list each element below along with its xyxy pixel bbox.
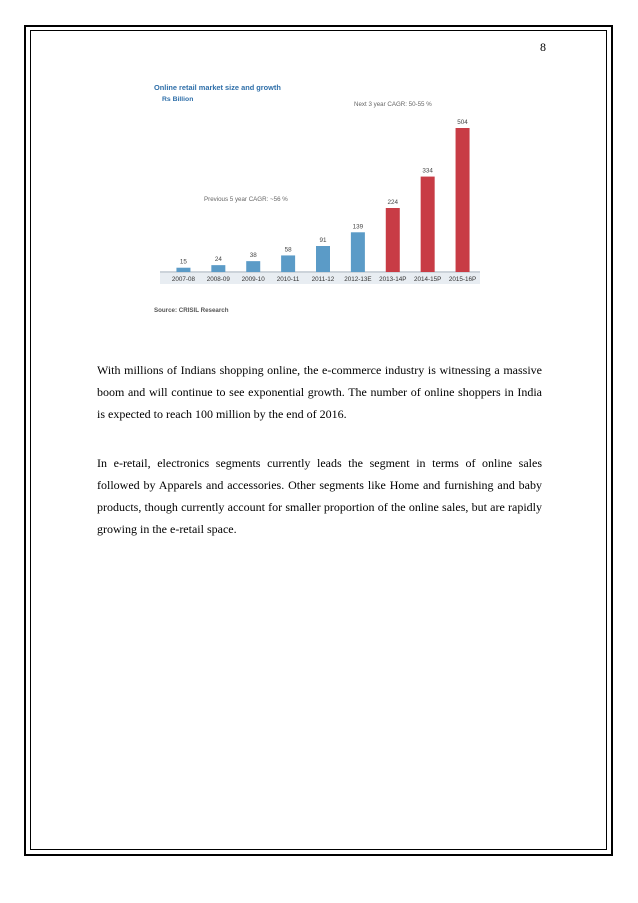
- bar-2007-08: [176, 268, 190, 272]
- bar-2015-16P: [456, 128, 470, 272]
- tick-label-2011-12: 2011-12: [311, 276, 335, 283]
- market-size-chart: [146, 76, 490, 320]
- value-label-2012-13E: 139: [352, 223, 364, 231]
- value-label-2014-15P: 334: [422, 167, 433, 175]
- paragraph-ecommerce-boom: With millions of Indians shopping online, the e-commerce industry is witnessing a massive boom and will continue to see exponential growth. The number of online shoppers in India is expected to reach 100 million by the end of 2016.: [97, 363, 542, 421]
- next-cagr-annotation: Next 3 year CAGR: 50-55 %: [354, 101, 432, 108]
- tick-label-2013-14P: 2013-14P: [379, 276, 407, 283]
- bar-2009-10: [246, 261, 260, 272]
- value-label-2013-14P: 224: [387, 199, 399, 206]
- page-number: 8: [540, 40, 546, 54]
- value-label-2015-16P: 504: [457, 119, 468, 126]
- paragraph-e-retail-segments: In e-retail, electronics segments currently leads the segment in terms of online sales followed by Apparels and accessories. Other segments like Home and furnishing and baby products, though currently account for smaller proportion of the online sales, but are rapidly growing in the e-retail space.: [97, 456, 542, 536]
- value-label-2010-11: 58: [284, 246, 292, 254]
- tick-label-2007-08: 2007-08: [171, 276, 195, 283]
- bar-2008-09: [211, 265, 225, 272]
- bar-2012-13E: [351, 232, 365, 272]
- tick-label-2008-09: 2008-09: [206, 276, 230, 283]
- bar-2014-15P: [421, 177, 435, 272]
- value-label-2009-10: 38: [249, 252, 257, 260]
- value-label-2007-08: 15: [179, 258, 187, 266]
- value-label-2011-12: 91: [319, 237, 327, 244]
- tick-label-2014-15P: 2014-15P: [414, 276, 442, 283]
- tick-label-2012-13E: 2012-13E: [344, 276, 372, 283]
- value-label-2008-09: 24: [214, 256, 222, 264]
- bar-2010-11: [281, 255, 295, 272]
- bar-2011-12: [316, 246, 330, 272]
- tick-label-2015-16P: 2015-16P: [448, 276, 477, 283]
- chart-unit-label: Rs Billion: [162, 96, 194, 103]
- previous-cagr-annotation: Previous 5 year CAGR: ~56 %: [204, 196, 288, 203]
- tick-label-2009-10: 2009-10: [241, 276, 265, 283]
- chart-source: Source: CRISIL Research: [154, 307, 229, 314]
- chart-plot: [146, 76, 490, 320]
- tick-label-2010-11: 2010-11: [276, 276, 300, 283]
- chart-title: Online retail market size and growth: [154, 83, 281, 92]
- bar-2013-14P: [386, 208, 400, 272]
